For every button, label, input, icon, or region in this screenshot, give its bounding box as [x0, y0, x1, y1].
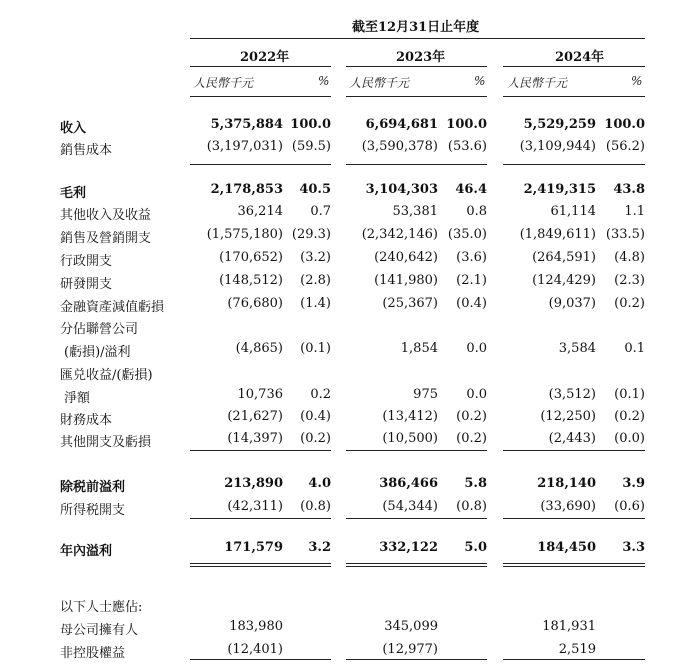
cell-rmb-2023: 386,466: [379, 476, 438, 491]
row-label: 毛利: [60, 186, 87, 201]
cell-pct-2022: (2.8): [300, 273, 331, 288]
cell-rmb-2022: (4,865): [235, 341, 283, 356]
cell-rmb-2023: 332,122: [379, 540, 438, 555]
year-rule-2023: [346, 66, 487, 67]
total-double-rule-a-2024: [503, 563, 645, 564]
cell-pct-2023: 0.8: [466, 204, 487, 219]
cell-pct-2022: 3.2: [308, 540, 331, 555]
cell-rmb-2024: (1,849,611): [519, 227, 596, 242]
unit-pct-2023: %: [474, 74, 486, 88]
cell-pct-2022: 100.0: [290, 117, 331, 132]
cell-rmb-2023: 53,381: [392, 204, 438, 219]
cell-rmb-2022: 171,579: [224, 540, 283, 555]
cell-rmb-2024: (124,429): [532, 273, 596, 288]
cell-pct-2023: (0.4): [456, 296, 487, 311]
cell-rmb-2024: 2,419,315: [523, 182, 596, 197]
row-label: 財務成本: [60, 413, 113, 428]
cell-pct-2024: (0.0): [614, 431, 645, 446]
cell-pct-2022: 0.2: [310, 387, 331, 402]
cell-rmb-2024: 3,584: [558, 341, 596, 356]
cell-rmb-2024: 61,114: [550, 204, 596, 219]
attrib-rule-2023: [346, 659, 487, 660]
unit-rule-2022: [190, 96, 331, 97]
cell-rmb-2022: 10,736: [237, 387, 283, 402]
cell-pct-2024: (0.2): [614, 296, 645, 311]
cell-rmb-2022: (148,512): [219, 273, 283, 288]
cell-rmb-2023: 6,694,681: [365, 117, 438, 132]
cell-rmb-2023: (240,642): [374, 250, 438, 265]
year-2022: 2022年: [240, 50, 290, 65]
subtotal-rule-tax-2022: [190, 518, 331, 519]
period-heading: 截至12月31日止年度: [352, 20, 480, 35]
subtotal-rule-expense-2024: [503, 450, 645, 451]
cell-rmb-2023: 345,099: [384, 619, 438, 634]
unit-rmb-2024: 人民幣千元: [507, 76, 568, 90]
cell-pct-2024: 3.3: [622, 540, 645, 555]
cell-pct-2024: (0.2): [614, 409, 645, 424]
cell-rmb-2022: (170,652): [219, 250, 283, 265]
unit-rmb-2023: 人民幣千元: [349, 76, 410, 90]
row-label: (虧損)/溢利: [64, 345, 131, 360]
cell-pct-2024: (4.8): [614, 250, 645, 265]
row-label: 匯兑收益/(虧損): [60, 368, 153, 383]
cell-pct-2024: (33.5): [605, 227, 645, 242]
cell-rmb-2022: 213,890: [224, 476, 283, 491]
cell-pct-2023: (35.0): [447, 227, 487, 242]
attrib-rule-2022: [190, 659, 331, 660]
subtotal-rule-expense-2022: [190, 450, 331, 451]
cell-rmb-2023: (12,977): [382, 642, 438, 657]
row-label: 分佔聯營公司: [60, 322, 139, 337]
cell-pct-2023: 0.0: [466, 387, 487, 402]
unit-pct-2022: %: [318, 74, 330, 88]
cell-rmb-2024: (12,250): [540, 409, 596, 424]
row-label: 研發開支: [60, 277, 113, 292]
row-label: 其他收入及收益: [60, 208, 152, 223]
cell-pct-2022: (59.5): [291, 139, 331, 154]
cell-pct-2022: (0.2): [300, 431, 331, 446]
cell-pct-2024: 43.8: [613, 182, 645, 197]
cell-rmb-2024: (3,512): [548, 387, 596, 402]
year-rule-2022: [190, 66, 331, 67]
unit-rule-2024: [503, 96, 645, 97]
row-label: 銷售及營銷開支: [60, 231, 152, 246]
subtotal-rule-tax-2024: [503, 518, 645, 519]
cell-pct-2022: (3.2): [300, 250, 331, 265]
cell-pct-2023: (0.2): [456, 409, 487, 424]
cell-rmb-2024: (264,591): [532, 250, 596, 265]
subtotal-rule-cost-2023: [346, 164, 487, 165]
cell-rmb-2024: (3,109,944): [519, 139, 596, 154]
row-label: 以下人士應佔:: [60, 600, 143, 615]
unit-rmb-2022: 人民幣千元: [193, 76, 254, 90]
cell-pct-2022: (29.3): [291, 227, 331, 242]
cell-rmb-2023: (141,980): [374, 273, 438, 288]
cell-pct-2022: 4.0: [308, 476, 331, 491]
cell-rmb-2022: 2,178,853: [210, 182, 283, 197]
subtotal-rule-cost-2022: [190, 164, 331, 165]
cell-pct-2023: 46.4: [455, 182, 487, 197]
unit-pct-2024: %: [631, 74, 643, 88]
period-rule: [190, 38, 645, 39]
cell-pct-2023: (0.2): [456, 431, 487, 446]
subtotal-rule-cost-2024: [503, 164, 645, 165]
cell-pct-2024: (0.6): [614, 499, 645, 514]
cell-rmb-2024: 2,519: [558, 642, 596, 657]
cell-rmb-2022: 183,980: [229, 619, 283, 634]
cell-pct-2023: (3.6): [456, 250, 487, 265]
row-label: 非控股權益: [60, 646, 126, 661]
cell-pct-2024: 0.1: [624, 341, 645, 356]
row-label: 銷售成本: [60, 143, 113, 158]
cell-pct-2023: (2.1): [456, 273, 487, 288]
subtotal-rule-tax-2023: [346, 518, 487, 519]
year-rule-2024: [503, 66, 645, 67]
cell-pct-2024: (56.2): [605, 139, 645, 154]
cell-rmb-2023: (2,342,146): [361, 227, 438, 242]
cell-pct-2023: 5.8: [464, 476, 487, 491]
cell-rmb-2022: (1,575,180): [206, 227, 283, 242]
cell-pct-2022: 40.5: [299, 182, 331, 197]
cell-rmb-2024: 181,931: [542, 619, 596, 634]
row-label: 淨額: [64, 391, 91, 406]
cell-pct-2022: (1.4): [300, 296, 331, 311]
cell-pct-2024: (2.3): [614, 273, 645, 288]
cell-pct-2024: (0.1): [614, 387, 645, 402]
total-double-rule-a-2023: [346, 563, 487, 564]
row-label: 年內溢利: [60, 544, 113, 559]
total-double-rule-b-2024: [503, 566, 645, 567]
year-2024: 2024年: [555, 50, 605, 65]
cell-rmb-2022: (12,401): [227, 642, 283, 657]
total-double-rule-b-2022: [190, 566, 331, 567]
cell-pct-2023: (0.8): [456, 499, 487, 514]
total-double-rule-b-2023: [346, 566, 487, 567]
cell-rmb-2022: (42,311): [227, 499, 283, 514]
row-label: 金融資產減值虧損: [60, 300, 165, 315]
row-label: 母公司擁有人: [60, 623, 139, 638]
cell-rmb-2024: 5,529,259: [523, 117, 596, 132]
cell-rmb-2022: (3,197,031): [206, 139, 283, 154]
subtotal-rule-expense-2023: [346, 450, 487, 451]
cell-rmb-2022: (14,397): [227, 431, 283, 446]
cell-pct-2022: (0.8): [300, 499, 331, 514]
cell-rmb-2022: 36,214: [237, 204, 283, 219]
cell-pct-2023: 5.0: [464, 540, 487, 555]
row-label: 除税前溢利: [60, 480, 126, 495]
cell-rmb-2023: 1,854: [400, 341, 438, 356]
cell-pct-2022: (0.4): [300, 409, 331, 424]
cell-rmb-2024: 218,140: [537, 476, 596, 491]
row-label: 收入: [60, 121, 87, 136]
cell-rmb-2023: (3,590,378): [361, 139, 438, 154]
row-label: 所得税開支: [60, 503, 126, 518]
row-label: 行政開支: [60, 254, 113, 269]
cell-rmb-2023: (25,367): [382, 296, 438, 311]
row-label: 其他開支及虧損: [60, 435, 152, 450]
cell-rmb-2023: 975: [413, 387, 438, 402]
attrib-rule-2024: [503, 659, 645, 660]
total-double-rule-a-2022: [190, 563, 331, 564]
cell-pct-2024: 3.9: [622, 476, 645, 491]
unit-rule-2023: [346, 96, 487, 97]
cell-pct-2022: 0.7: [310, 204, 331, 219]
cell-rmb-2022: (76,680): [227, 296, 283, 311]
cell-rmb-2023: 3,104,303: [365, 182, 438, 197]
cell-pct-2023: (53.6): [447, 139, 487, 154]
cell-rmb-2024: (33,690): [540, 499, 596, 514]
cell-rmb-2024: (2,443): [548, 431, 596, 446]
cell-pct-2024: 1.1: [624, 204, 645, 219]
cell-rmb-2023: (13,412): [382, 409, 438, 424]
cell-rmb-2023: (54,344): [382, 499, 438, 514]
cell-rmb-2022: 5,375,884: [210, 117, 283, 132]
cell-rmb-2023: (10,500): [382, 431, 438, 446]
cell-rmb-2024: 184,450: [537, 540, 596, 555]
cell-rmb-2024: (9,037): [548, 296, 596, 311]
cell-pct-2024: 100.0: [604, 117, 645, 132]
cell-pct-2023: 100.0: [446, 117, 487, 132]
cell-pct-2022: (0.1): [300, 341, 331, 356]
cell-rmb-2022: (21,627): [227, 409, 283, 424]
cell-pct-2023: 0.0: [466, 341, 487, 356]
year-2023: 2023年: [396, 50, 446, 65]
